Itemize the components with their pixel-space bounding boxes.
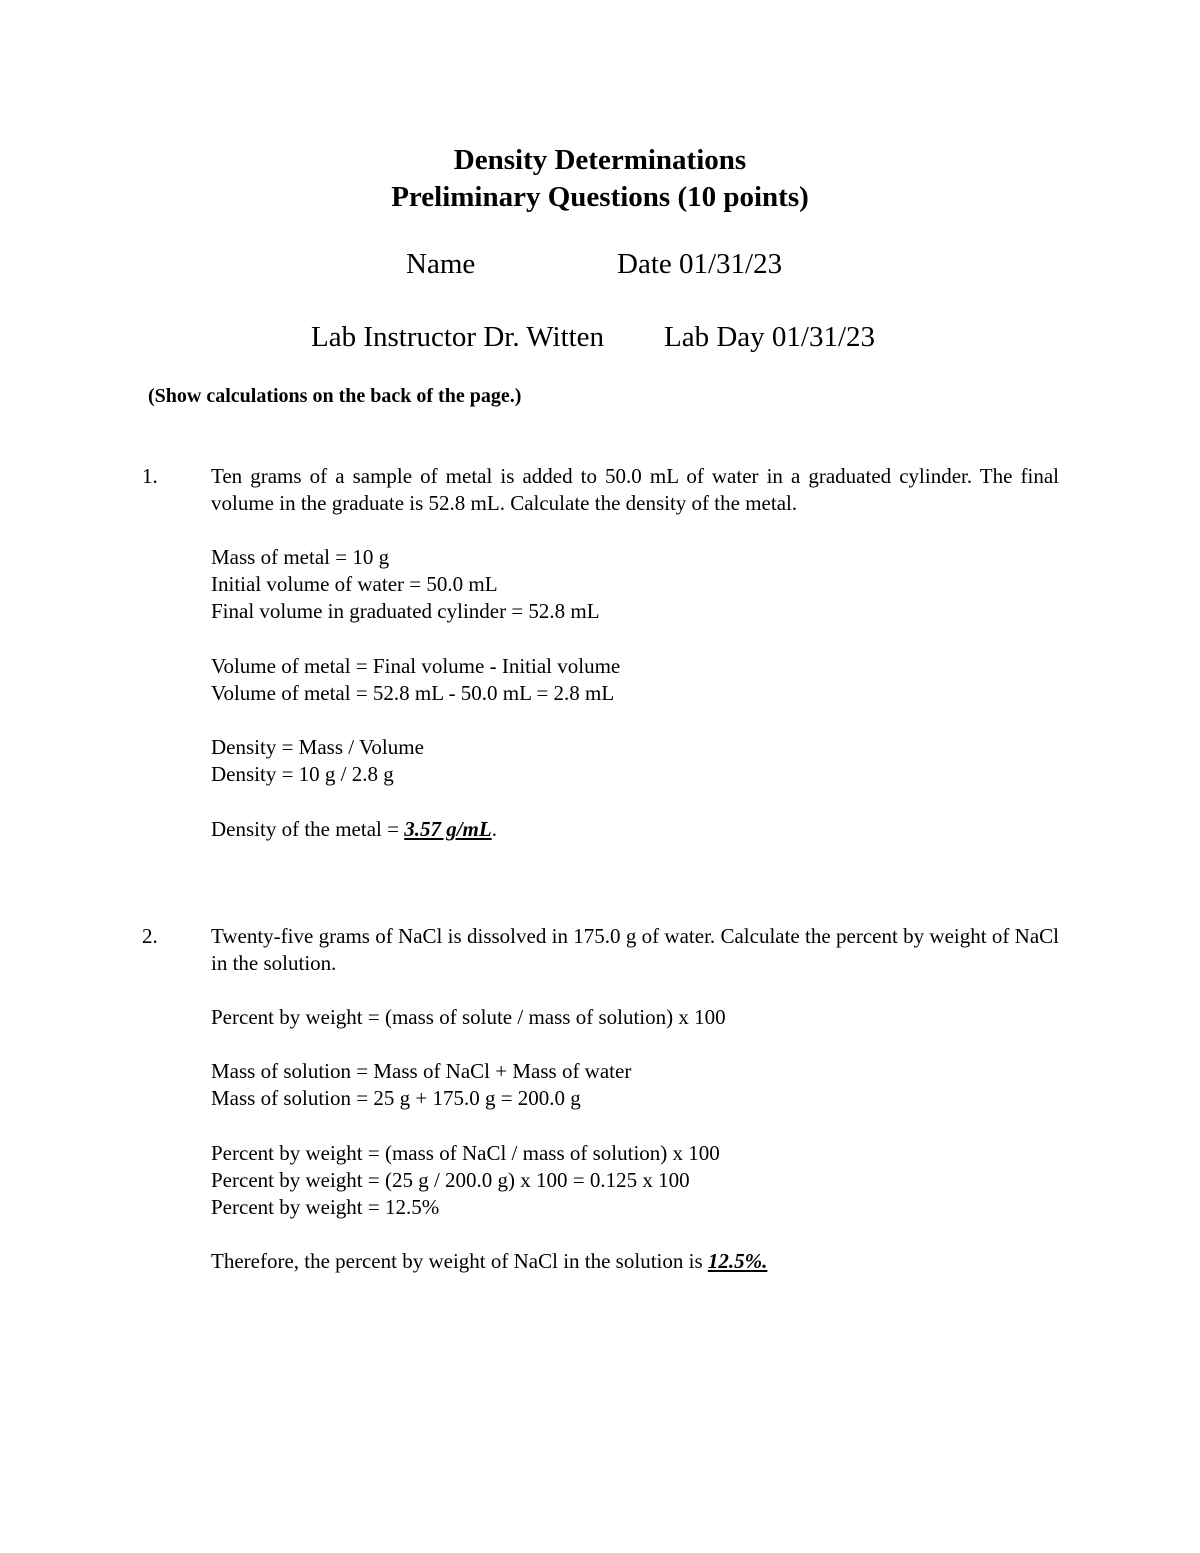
q2-calc-line: Percent by weight = 12.5% — [211, 1195, 440, 1219]
q2-calc-line: Mass of solution = Mass of NaCl + Mass of water — [211, 1059, 632, 1083]
name-label: Name — [406, 248, 476, 280]
q1-answer: 3.57 g/mL — [404, 817, 492, 841]
q1-calc-line: Density = 10 g / 2.8 g — [211, 762, 394, 786]
question-2-number: 2. — [142, 924, 158, 948]
date-label: Date 01/31/23 — [617, 248, 783, 280]
question-1-text: Ten grams of a sample of metal is added to 50.0 mL of water in a graduated cylinder. The final volume in the graduate is 52.8 mL. Calculate the density of the metal. — [211, 464, 1059, 515]
q2-result-line — [211, 1248, 767, 1275]
q1-calc-line: Initial volume of water = 50.0 mL — [211, 572, 498, 596]
q2-result-prefix: Therefore, the percent by weight of NaCl in the solution is — [211, 1249, 708, 1273]
q1-result-line — [211, 816, 497, 843]
q2-calc-line: Mass of solution = 25 g + 175.0 g = 200.0 g — [211, 1086, 581, 1110]
q1-result-prefix: Density of the metal = — [211, 817, 405, 841]
q1-calc-line: Volume of metal = 52.8 mL - 50.0 mL = 2.8 mL — [211, 681, 615, 705]
instructions-note: (Show calculations on the back of the page.) — [148, 385, 522, 407]
lab-day-label: Lab Day 01/31/23 — [664, 321, 876, 353]
q1-calc-line: Volume of metal = Final volume - Initial volume — [211, 654, 621, 678]
q1-calc-line: Mass of metal = 10 g — [211, 545, 390, 569]
document-title: Density Determinations — [453, 144, 747, 176]
q1-calc-line: Density = Mass / Volume — [211, 735, 424, 759]
document-subtitle: Preliminary Questions (10 points) — [391, 181, 809, 213]
q2-answer: 12.5%. — [707, 1249, 768, 1273]
q1-result-suffix: . — [491, 817, 497, 841]
q2-calc-line: Percent by weight = (25 g / 200.0 g) x 100 = 0.125 x 100 — [211, 1168, 690, 1192]
instructor-label: Lab Instructor Dr. Witten — [311, 321, 605, 353]
q2-calc-line: Percent by weight = (mass of solute / mass of solution) x 100 — [211, 1005, 726, 1029]
q2-calc-line: Percent by weight = (mass of NaCl / mass of solution) x 100 — [211, 1141, 720, 1165]
question-1-number: 1. — [142, 464, 158, 488]
q1-calc-line: Final volume in graduated cylinder = 52.8 mL — [211, 599, 600, 623]
question-2-text: Twenty-five grams of NaCl is dissolved in 175.0 g of water. Calculate the percent by weight of NaCl in the solution. — [211, 924, 1059, 975]
